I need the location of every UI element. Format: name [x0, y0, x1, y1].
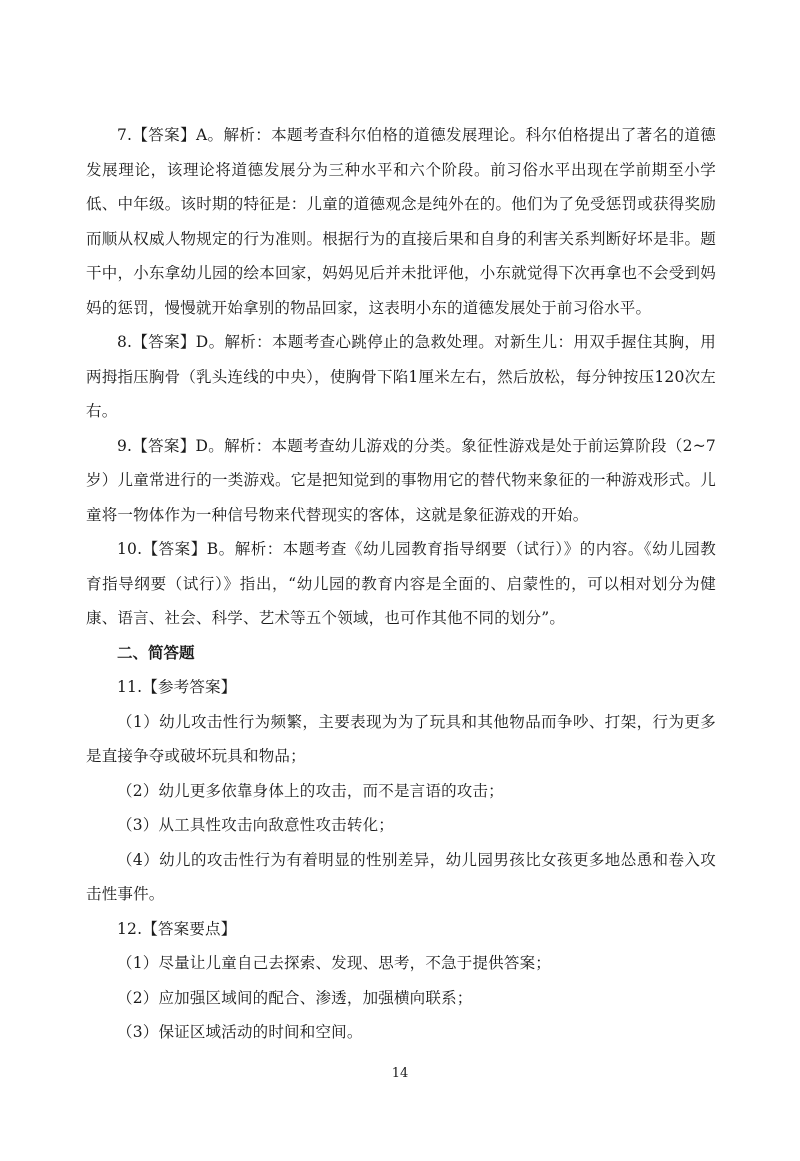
answer-10-paragraph: 10.【答案】B。解析：本题考查《幼儿园教育指导纲要（试行）》的内容。《幼儿园教育指导纲要（试行）》指出，“幼儿园的教育内容是全面的、启蒙性的，可以相对划分为健康、语言、社会、科学、艺术等五个领域，也可作其他不同的划分”。 — [86, 540, 716, 627]
answer-9-paragraph: 9.【答案】D。解析：本题考查幼儿游戏的分类。象征性游戏是处于前运算阶段（2~7岁）儿童常进行的一类游戏。它是把知觉到的事物用它的替代物来象征的一种游戏形式。儿童将一物体作为一种信号物来代替现实的客体，这就是象征游戏的开始。 — [86, 436, 716, 524]
answer-11-item-3: （3）从工具性攻击向敌意性攻击转化； — [117, 816, 394, 834]
answer-11-title: 11.【参考答案】 — [117, 678, 237, 696]
document-body — [86, 118, 716, 1050]
answer-7-paragraph: 7.【答案】A。解析：本题考查科尔伯格的道德发展理论。科尔伯格提出了著名的道德发展理论，该理论将道德发展分为三种水平和六个阶段。前习俗水平出现在学前期至小学低、中年级。该时期的特征是：儿童的道德观念是纯外在的。他们为了免受惩罚或获得奖励而顺从权威人物规定的行为准则。根据行为的直接后果和自身的利害关系判断好坏是非。题干中，小东拿幼儿园的绘本回家，妈妈见后并未批评他，小东就觉得下次再拿也不会受到妈妈的惩罚，慢慢就开始拿别的物品回家，这表明小东的道德发展处于前习俗水平。 — [86, 126, 716, 317]
answer-12-item-3: （3）保证区域活动的时间和空间。 — [117, 1023, 363, 1041]
section-heading: 二、简答题 — [117, 643, 195, 662]
answer-11-item-2: （2）幼儿更多依靠身体上的攻击，而不是言语的攻击； — [117, 781, 504, 800]
answer-8-paragraph: 8.【答案】D。解析：本题考查心跳停止的急救处理。对新生儿：用双手握住其胸，用两拇指压胸骨（乳头连线的中央），使胸骨下陷1厘米左右，然后放松，每分钟按压120次左右。 — [86, 333, 716, 420]
answer-11-item-4: （4）幼儿的攻击性行为有着明显的性别差异，幼儿园男孩比女孩更多地怂恿和卷入攻击性事件。 — [86, 850, 716, 903]
answer-12-item-2: （2）应加强区域间的配合、渗透，加强横向联系； — [117, 988, 473, 1007]
answer-11-item-1: （1）幼儿攻击性行为频繁，主要表现为为了玩具和其他物品而争吵、打架，行为更多是直接争夺或破坏玩具和物品； — [86, 712, 716, 765]
answer-12-item-1: （1）尽量让儿童自己去探索、发现、思考，不急于提供答案； — [117, 954, 551, 972]
answer-12-title: 12.【答案要点】 — [117, 919, 237, 938]
page-number: 14 — [391, 1066, 409, 1081]
